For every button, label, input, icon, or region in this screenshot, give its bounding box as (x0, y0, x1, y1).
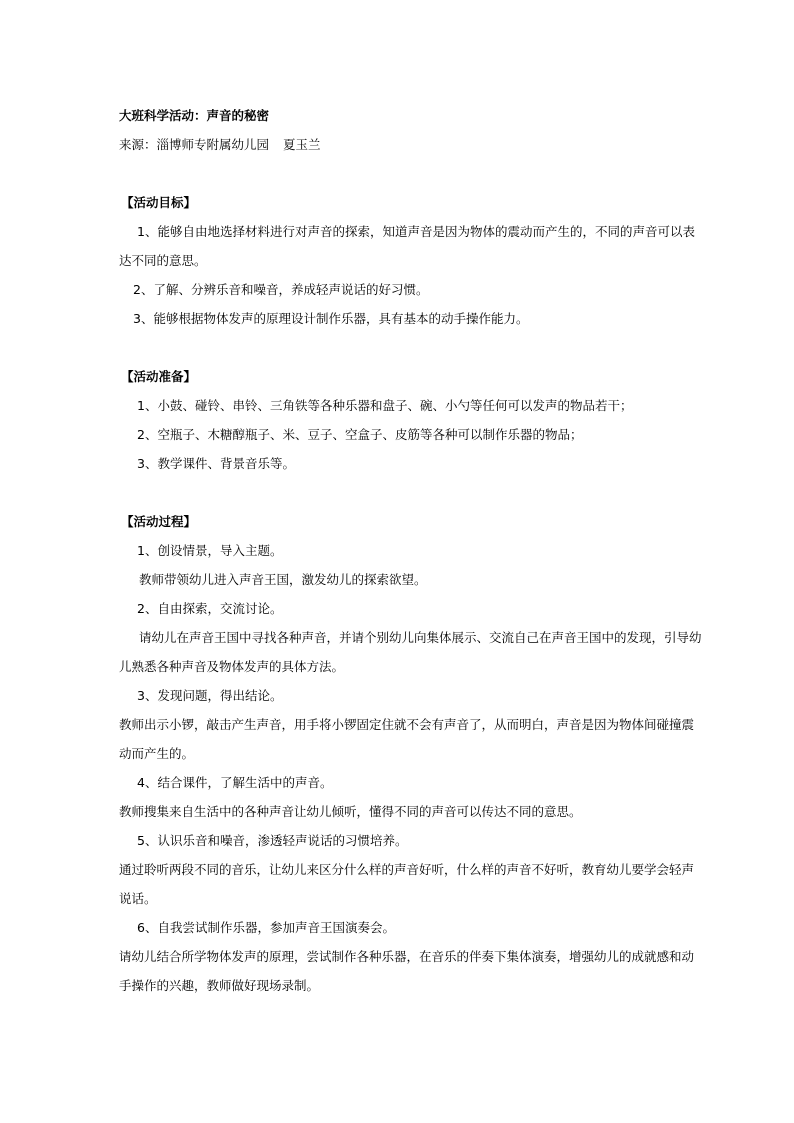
process-text: 儿熟悉各种声音及物体发声的具体方法。 (119, 659, 345, 674)
process-step: 3、发现问题，得出结论。 (137, 688, 283, 703)
process-text: 手操作的兴趣，教师做好现场录制。 (119, 978, 320, 993)
process-text: 说话。 (119, 891, 157, 906)
process-heading: 【活动过程】 (121, 514, 197, 529)
goals-line: 2、了解、分辨乐音和噪音，养成轻声说话的好习惯。 (133, 282, 429, 297)
source-label: 来源：淄博师专附属幼儿园 (119, 137, 270, 152)
preparation-line: 2、空瓶子、木糖醇瓶子、米、豆子、空盒子、皮筋等各种可以制作乐器的物品； (137, 427, 583, 442)
process-step: 2、自由探索，交流讨论。 (137, 601, 283, 616)
process-step: 5、认识乐音和噪音，渗透轻声说话的习惯培养。 (137, 833, 408, 848)
preparation-line: 1、小鼓、碰铃、串铃、三角铁等各种乐器和盘子、碗、小勺等任何可以发声的物品若干； (137, 398, 633, 413)
page-title: 大班科学活动：声音的秘密 (119, 108, 270, 123)
process-text: 动而产生的。 (119, 746, 195, 761)
goals-line: 达不同的意思。 (119, 253, 207, 268)
process-text: 教师搜集来自生活中的各种声音让幼儿倾听，懂得不同的声音可以传达不同的意思。 (119, 804, 582, 819)
process-step: 6、自我尝试制作乐器，参加声音王国演奏会。 (137, 920, 395, 935)
process-text: 请幼儿在声音王国中寻找各种声音，并请个别幼儿向集体展示、交流自己在声音王国中的发现，引导幼 (139, 630, 702, 645)
document-body (119, 101, 702, 1000)
goals-line: 3、能够根据物体发声的原理设计制作乐器，具有基本的动手操作能力。 (133, 311, 529, 326)
source-author: 夏玉兰 (283, 137, 321, 152)
spacer (119, 159, 679, 188)
spacer (119, 478, 679, 507)
goals-heading: 【活动目标】 (121, 195, 197, 210)
preparation-heading: 【活动准备】 (121, 369, 197, 384)
process-text: 教师出示小锣，敲击产生声音，用手将小锣固定住就不会有声音了，从而明白，声音是因为物体间碰撞震 (119, 717, 695, 732)
process-text: 请幼儿结合所学物体发声的原理，尝试制作各种乐器，在音乐的伴奏下集体演奏，增强幼儿的成就感和动 (119, 949, 695, 964)
process-step: 1、创设情景，导入主题。 (137, 543, 283, 558)
process-text: 通过聆听两段不同的音乐，让幼儿来区分什么样的声音好听，什么样的声音不好听，教育幼儿要学会轻声 (119, 862, 695, 877)
process-text: 教师带领幼儿进入声音王国，激发幼儿的探索欲望。 (139, 572, 427, 587)
source-line (119, 130, 679, 159)
goals-line: 1、能够自由地选择材料进行对声音的探索，知道声音是因为物体的震动而产生的，不同的声音可以表 (137, 224, 695, 239)
preparation-line: 3、教学课件、背景音乐等。 (137, 456, 295, 471)
spacer (119, 333, 679, 362)
process-step: 4、结合课件，了解生活中的声音。 (137, 775, 333, 790)
